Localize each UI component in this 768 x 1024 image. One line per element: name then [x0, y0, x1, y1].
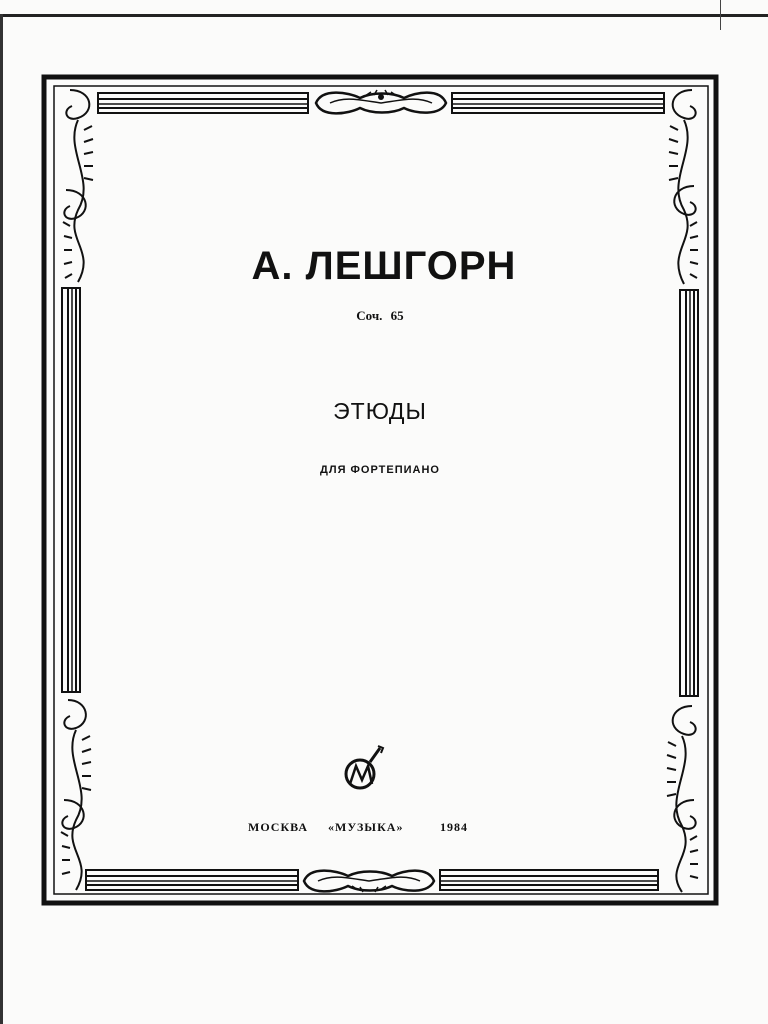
corner-ornament-bottom-left [61, 700, 91, 890]
right-border-bars [680, 290, 698, 696]
work-title: ЭТЮДЫ [333, 398, 427, 424]
instrument-subtitle: ДЛЯ ФОРТЕПИАНО [320, 464, 440, 476]
corner-ornament-bottom-right [667, 706, 698, 892]
top-cartouche [316, 90, 446, 113]
opus-number: Соч. 65 [356, 308, 404, 323]
imprint-year: 1984 [440, 820, 468, 834]
author-title: А. ЛЕШГОРН [251, 244, 517, 288]
imprint-publisher: «МУЗЫКА» [328, 820, 404, 834]
bottom-cartouche [304, 871, 434, 892]
left-border-bars [62, 288, 80, 692]
imprint-city: МОСКВА [248, 820, 309, 834]
muzyka-publisher-logo-icon [336, 744, 390, 794]
